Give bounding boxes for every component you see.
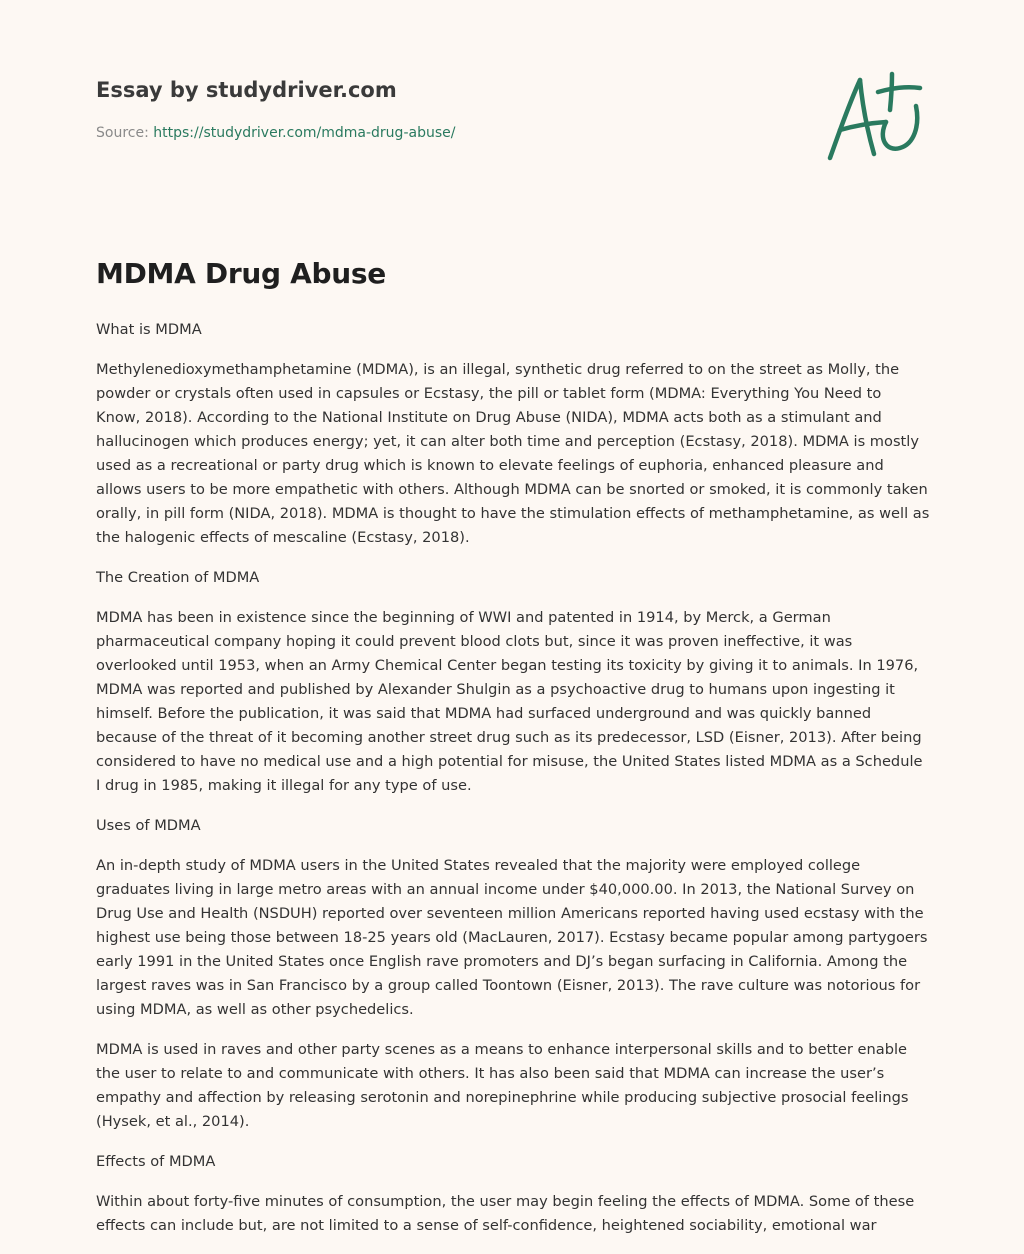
section-effects-of-mdma bbox=[96, 1150, 930, 1238]
section-heading: Uses of MDMA bbox=[96, 817, 201, 834]
paragraph: MDMA has been in existence since the beginning of WWI and patented in 1914, by Merck, a German pharmaceutical company hoping it could prevent blood clots but, since it was proven ineffective, it was overlooked until 1953, when an Army Chemical Center began testing its toxicity by giving it to animals. In 1976, MDMA was reported and published by Alexander Shulgin as a psychoactive drug to humans upon ingesting it himself. Before the publication, it was said that MDMA had surfaced underground and was quickly banned because of the threat of it becoming another street drug such as its predecessor, LSD (Eisner, 2013). After being considered to have no medical use and a high potential for misuse, the United States listed MDMA as a Schedule I drug in 1985, making it illegal for any type of use. bbox=[96, 609, 923, 794]
section-heading: The Creation of MDMA bbox=[96, 569, 260, 586]
paragraph: MDMA is used in raves and other party scenes as a means to enhance interpersonal skills and to better enable the user to relate to and communicate with others. It has also been said that MDMA can increase the user’s empathy and affection by releasing serotonin and norepinephrine while producing subjective prosocial feelings (Hysek, et al., 2014). bbox=[96, 1041, 909, 1130]
page-header bbox=[96, 76, 796, 143]
source-line bbox=[96, 123, 796, 143]
paragraph: Methylenedioxymethamphetamine (MDMA), is an illegal, synthetic drug referred to on the street as Molly, the powder or crystals often used in capsules or Ecstasy, the pill or tablet form (MDMA: Everything You Need to Know, 2018). According to the National Institute on Drug Abuse (NIDA), MDMA acts both as a stimulant and hallucinogen which produces energy; yet, it can alter both time and perception (Ecstasy, 2018). MDMA is mostly used as a recreational or party drug which is known to elevate feelings of euphoria, enhanced pleasure and allows users to be more empathetic with others. Although MDMA can be snorted or smoked, it is commonly taken orally, in pill form (NIDA, 2018). MDMA is thought to have the stimulation effects of methamphetamine, as well as the halogenic effects of mescaline (Ecstasy, 2018). bbox=[96, 361, 930, 546]
section-what-is-mdma bbox=[96, 318, 930, 550]
source-label: Source: bbox=[96, 125, 149, 141]
section-uses-of-mdma bbox=[96, 814, 930, 1134]
paragraph: An in-depth study of MDMA users in the United States revealed that the majority were employed college graduates living in large metro areas with an annual income under $40,000.00. In 2013, the National Survey on Drug Use and Health (NSDUH) reported over seventeen million Americans reported having used ecstasy with the highest use being those between 18-25 years old (MacLauren, 2017). Ecstasy became popular among partygoers early 1991 in the United States once English rave promoters and DJ’s began surfacing in California. Among the largest raves was in San Francisco by a group called Toontown (Eisner, 2013). The rave culture was notorious for using MDMA, as well as other psychedelics. bbox=[96, 857, 928, 1018]
section-creation-of-mdma bbox=[96, 566, 930, 798]
section-heading: Effects of MDMA bbox=[96, 1153, 216, 1170]
article bbox=[96, 254, 930, 1254]
a-plus-logo-icon bbox=[820, 66, 930, 166]
source-link[interactable]: https://studydriver.com/mdma-drug-abuse/ bbox=[153, 125, 456, 141]
article-title: MDMA Drug Abuse bbox=[96, 257, 386, 290]
paragraph: Within about forty-five minutes of consumption, the user may begin feeling the effects of MDMA. Some of these effects can include but, are not limited to a sense of self-confidence, heightened sociability, emotional war bbox=[96, 1193, 915, 1234]
brand-title: Essay by studydriver.com bbox=[96, 78, 397, 102]
section-heading: What is MDMA bbox=[96, 321, 202, 338]
